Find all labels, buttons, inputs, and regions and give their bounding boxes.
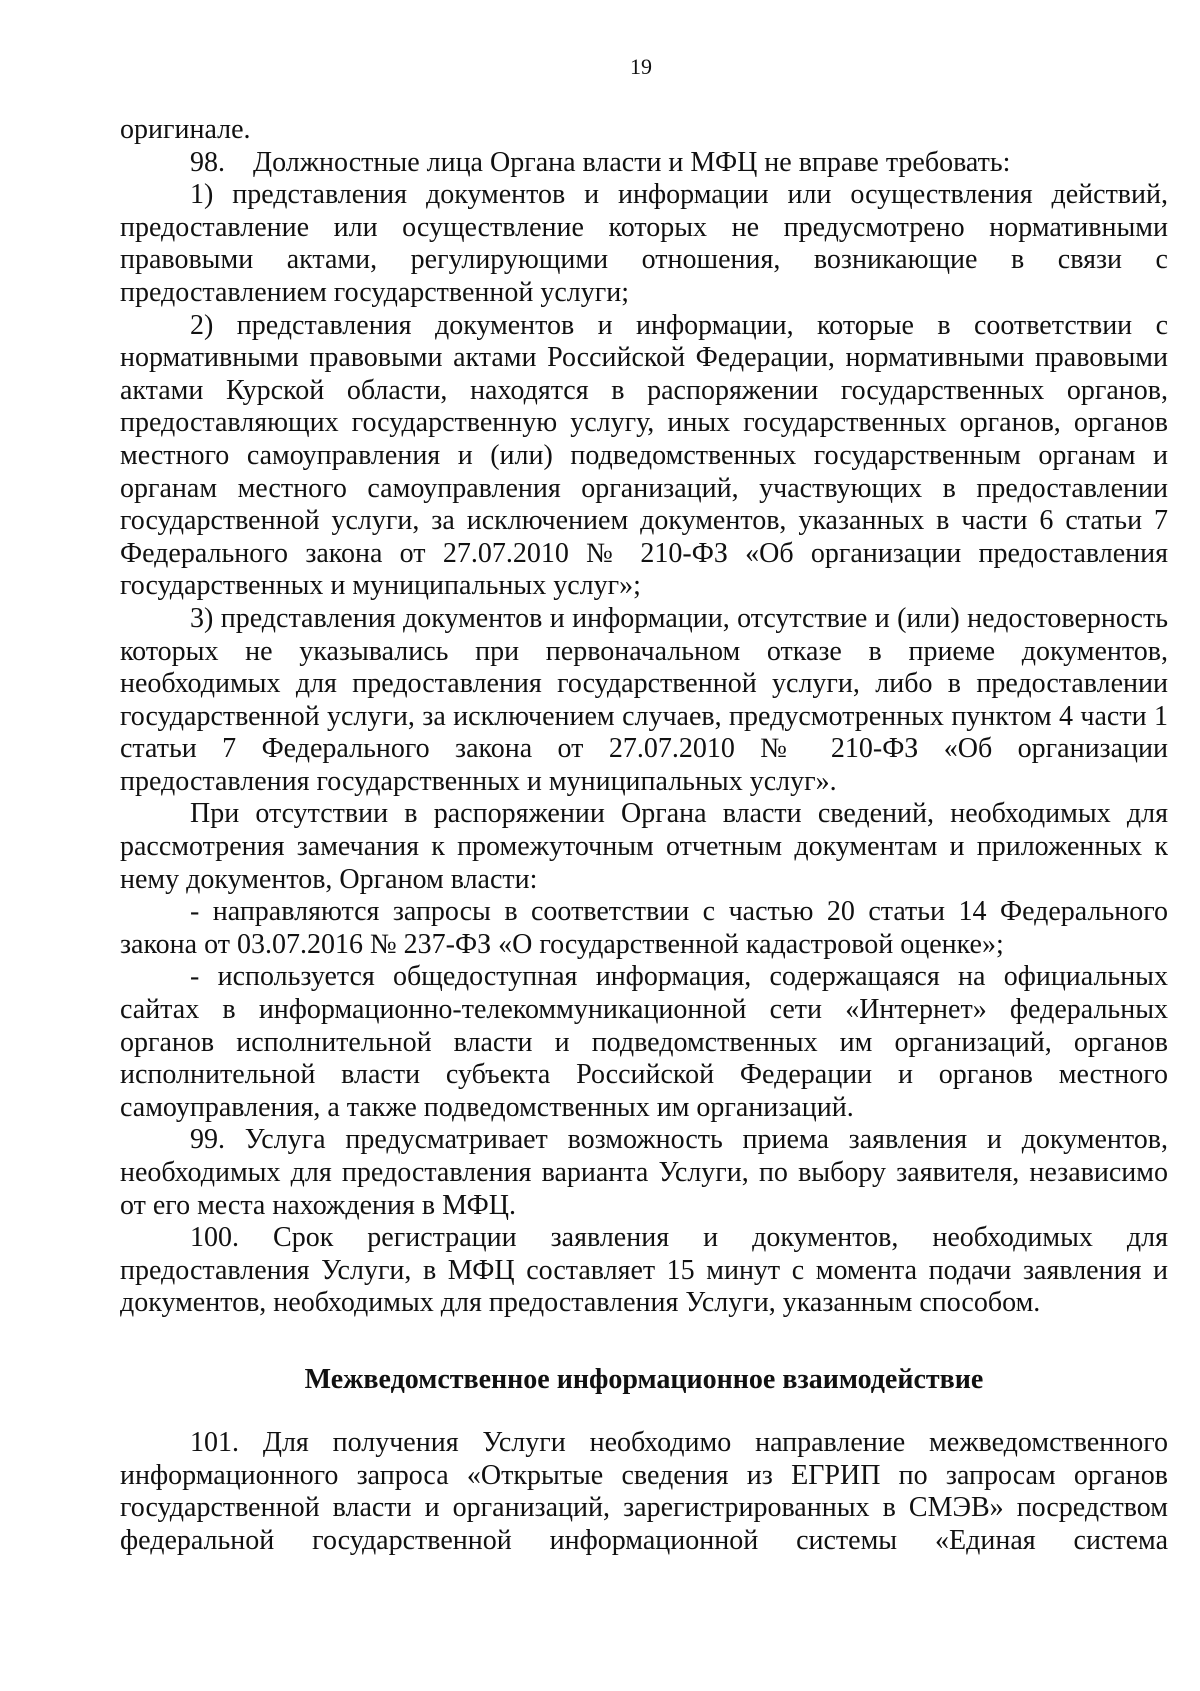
list-item-1: 1) представления документов и информации или осуществления действий, предоставление или осуществление которых не предусмотрено нормативными правовыми актами, регулирующими отношения, возникающие в связи с предоставлением государственной услуги;	[120, 179, 1168, 308]
section-heading: Межведомственное информационное взаимодействие	[304, 1363, 984, 1395]
document-body	[120, 114, 1168, 1557]
paragraph-absence: При отсутствии в распоряжении Органа власти сведений, необходимых для рассмотрения замечания к промежуточным отчетным документам и приложенных к нему документов, Органом власти:	[120, 798, 1168, 895]
paragraph-99: 99. Услуга предусматривает возможность приема заявления и документов, необходимых для предоставления варианта Услуги, по выбору заявителя, независимо от его места нахождения в МФЦ.	[120, 1124, 1168, 1221]
paragraph-101: 101. Для получения Услуги необходимо направление межведомственного информационного запроса «Открытые сведения из ЕГРИП по запросам органов государственной власти и организаций, зарегистрированных в СМЭВ» посредством федеральной государственной информационной системы «Единая система	[120, 1426, 1168, 1556]
bullet-public-info: - используется общедоступная информация, содержащаяся на официальных сайтах в информационно-телекоммуникационной сети «Интернет» федеральных органов исполнительной власти и подведомственных им организаций, органов исполнительной власти субъекта Российской Федерации и органов местного самоуправления, а также подведомственных им организаций.	[120, 961, 1168, 1123]
page-number: 19	[630, 54, 652, 79]
paragraph-100: 100. Срок регистрации заявления и документов, необходимых для предоставления Услуги, в МФЦ составляет 15 минут с момента подачи заявления и документов, необходимых для предоставления Услуги, указанным способом.	[120, 1222, 1168, 1319]
list-item-2: 2) представления документов и информации, которые в соответствии с нормативными правовыми актами Российской Федерации, нормативными правовыми актами Курской области, находятся в распоряжении государственных органов, предоставляющих государственную услугу, иных государственных органов, органов местного самоуправления и (или) подведомственных государственным органам и органам местного самоуправления организаций, участвующих в предоставлении государственной услуги, за исключением документов, указанных в части 6 статьи 7 Федерального закона от 27.07.2010 № 210-ФЗ «Об организации предоставления государственных и муниципальных услуг»;	[120, 309, 1168, 602]
paragraph-continuation: оригинале.	[120, 114, 251, 145]
list-item-3: 3) представления документов и информации, отсутствие и (или) недостоверность которых не указывались при первоначальном отказе в приеме документов, необходимых для предоставления государственной услуги, либо в предоставлении государственной услуги, за исключением случаев, предусмотренных пунктом 4 части 1 статьи 7 Федерального закона от 27.07.2010 № 210-ФЗ «Об организации предоставления государственных и муниципальных услуг».	[120, 602, 1168, 797]
bullet-requests: - направляются запросы в соответствии с частью 20 статьи 14 Федерального закона от 03.07.2016 № 237-ФЗ «О государственной кадастровой оценке»;	[120, 896, 1168, 960]
paragraph-98: 98. Должностные лица Органа власти и МФЦ не вправе требовать:	[190, 146, 1011, 178]
